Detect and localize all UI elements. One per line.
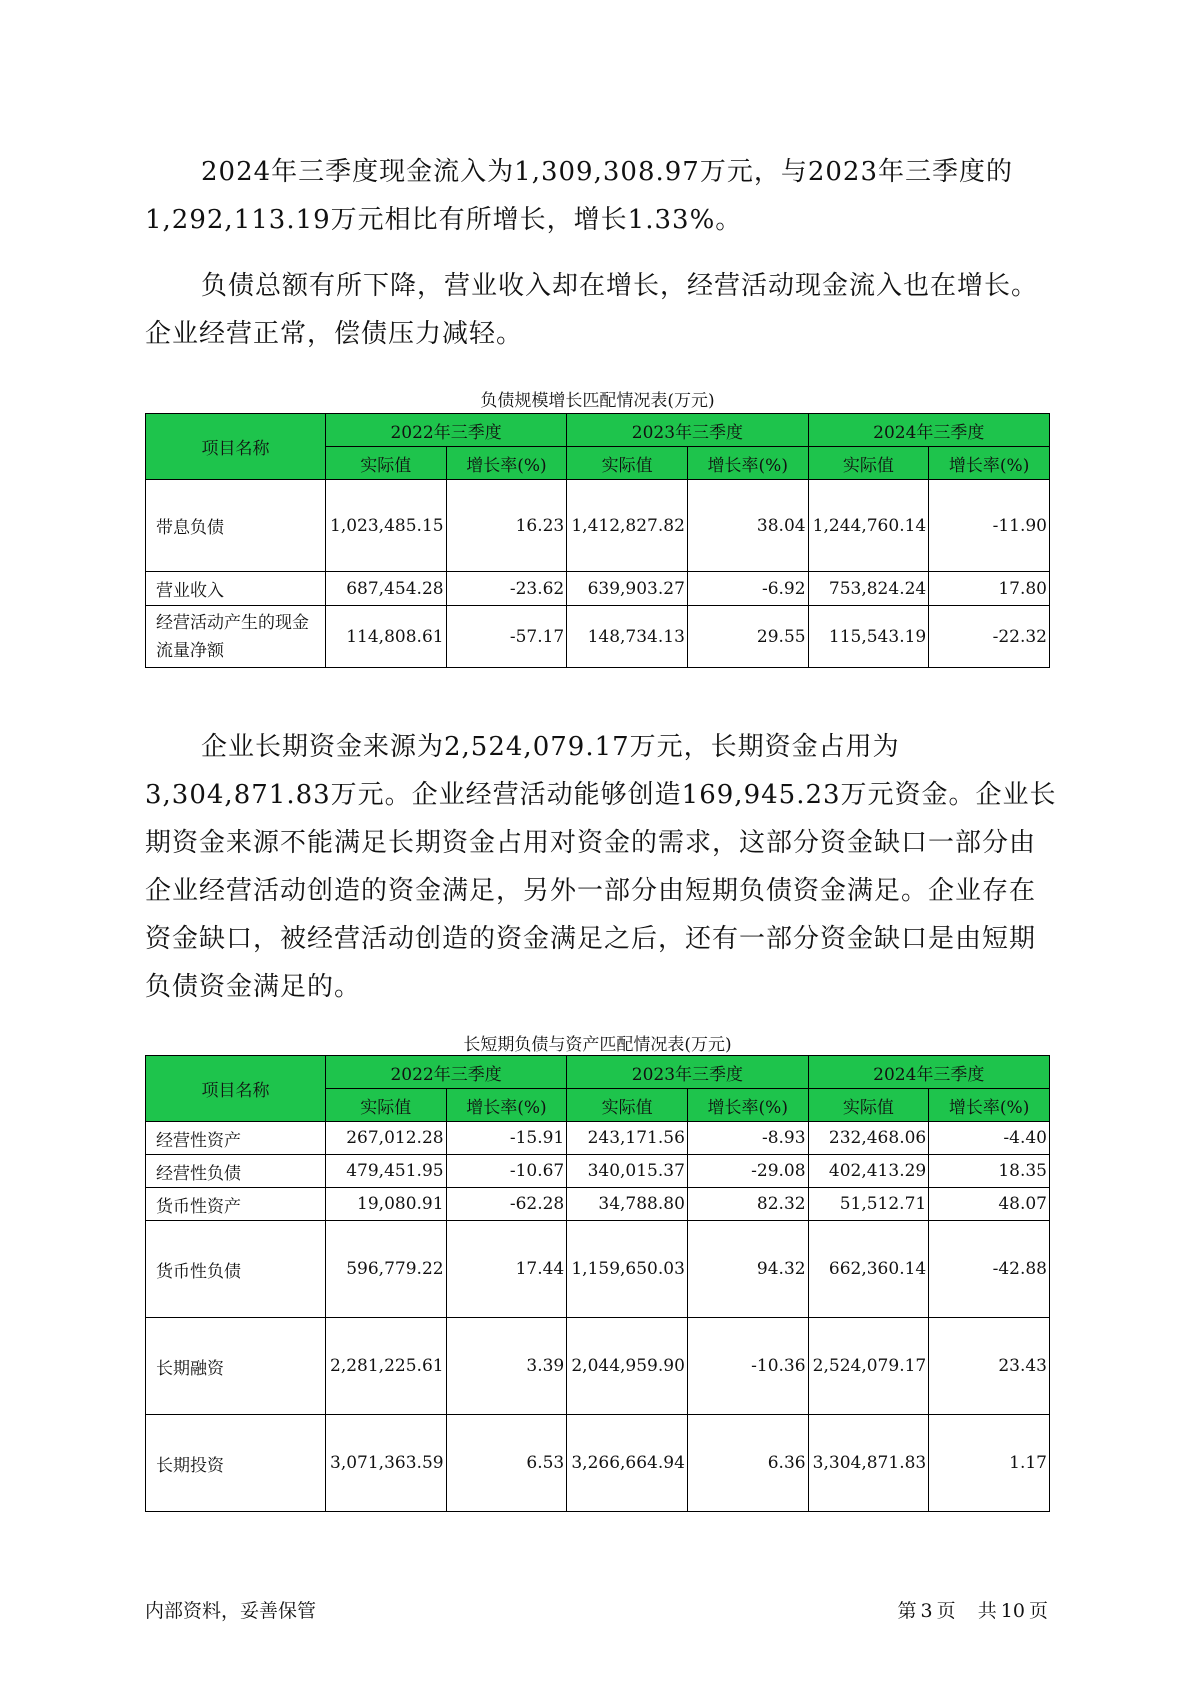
cell-value: 115,543.19 — [808, 606, 929, 668]
page-prefix: 第 — [897, 1600, 917, 1622]
table-row — [146, 1155, 1050, 1188]
cell-value: 267,012.28 — [325, 1122, 446, 1155]
row-label: 带息负债 — [146, 480, 326, 572]
cell-value: 148,734.13 — [567, 606, 688, 668]
header-actual: 实际值 — [808, 447, 929, 480]
table-row — [146, 1122, 1050, 1155]
table-row — [146, 1415, 1050, 1512]
cell-value: 687,454.28 — [325, 572, 446, 606]
cell-value: 3.39 — [446, 1318, 567, 1415]
row-label: 货币性负债 — [146, 1221, 326, 1318]
cell-value: 232,468.06 — [808, 1122, 929, 1155]
asset-liability-table — [145, 1055, 1050, 1512]
header-growth: 增长率(%) — [929, 447, 1050, 480]
cell-value: 1,023,485.15 — [325, 480, 446, 572]
header-growth: 增长率(%) — [929, 1089, 1050, 1122]
cell-value: 2,044,959.90 — [567, 1318, 688, 1415]
cell-value: 596,779.22 — [325, 1221, 446, 1318]
cell-value: 18.35 — [929, 1155, 1050, 1188]
header-growth: 增长率(%) — [446, 447, 567, 480]
cell-value: 29.55 — [687, 606, 808, 668]
footer-page-number — [896, 1596, 1050, 1623]
cell-value: -22.32 — [929, 606, 1050, 668]
row-label: 货币性资产 — [146, 1188, 326, 1221]
header-year-2024: 2024年三季度 — [808, 1056, 1049, 1089]
cell-value: 753,824.24 — [808, 572, 929, 606]
cell-value: -42.88 — [929, 1221, 1050, 1318]
cell-value: 243,171.56 — [567, 1122, 688, 1155]
cell-value: -10.67 — [446, 1155, 567, 1188]
cell-value: 3,266,664.94 — [567, 1415, 688, 1512]
cell-value: 38.04 — [687, 480, 808, 572]
total-pages: 10 — [1000, 1600, 1025, 1622]
row-label: 经营活动产生的现金流量净额 — [146, 606, 326, 668]
cell-value: 402,413.29 — [808, 1155, 929, 1188]
header-growth: 增长率(%) — [687, 447, 808, 480]
cell-value: -11.90 — [929, 480, 1050, 572]
cell-value: 1.17 — [929, 1415, 1050, 1512]
cell-value: 1,244,760.14 — [808, 480, 929, 572]
table2-caption: 长短期负债与资产匹配情况表(万元) — [463, 1035, 732, 1055]
cell-value: -4.40 — [929, 1122, 1050, 1155]
cell-value: -29.08 — [687, 1155, 808, 1188]
cell-value: 1,159,650.03 — [567, 1221, 688, 1318]
header-growth: 增长率(%) — [446, 1089, 567, 1122]
header-year-2022: 2022年三季度 — [325, 414, 566, 447]
header-actual: 实际值 — [567, 1089, 688, 1122]
row-label: 长期融资 — [146, 1318, 326, 1415]
table-row — [146, 1188, 1050, 1221]
row-label: 长期投资 — [146, 1415, 326, 1512]
header-actual: 实际值 — [808, 1089, 929, 1122]
table-row — [146, 572, 1050, 606]
row-label: 营业收入 — [146, 572, 326, 606]
cell-value: -15.91 — [446, 1122, 567, 1155]
cell-value: 3,304,871.83 — [808, 1415, 929, 1512]
header-actual: 实际值 — [325, 1089, 446, 1122]
header-item-name: 项目名称 — [146, 1056, 326, 1122]
cell-value: 2,524,079.17 — [808, 1318, 929, 1415]
footer-confidential-note: 内部资料，妥善保管 — [145, 1600, 317, 1622]
debt-scale-table — [145, 413, 1050, 668]
page-label: 页 — [936, 1600, 956, 1622]
header-item-name: 项目名称 — [146, 414, 326, 480]
total-prefix: 共 — [977, 1600, 997, 1622]
cell-value: 51,512.71 — [808, 1188, 929, 1221]
cell-value: -23.62 — [446, 572, 567, 606]
cell-value: 6.36 — [687, 1415, 808, 1512]
page-number: 3 — [920, 1600, 933, 1622]
header-year-2024: 2024年三季度 — [808, 414, 1049, 447]
cell-value: 17.44 — [446, 1221, 567, 1318]
row-label: 经营性资产 — [146, 1122, 326, 1155]
table-row — [146, 606, 1050, 668]
header-year-2022: 2022年三季度 — [325, 1056, 566, 1089]
paragraph-long-term-funds: 企业长期资金来源为2,524,079.17万元，长期资金占用为3,304,871.83万元。企业经营活动能够创造169,945.23万元资金。企业长期资金来源不能满足长期资金占用对资金的需求，这部分资金缺口一部分由企业经营活动创造的资金满足，另外一部分由短期负债资金满足。企业存在资金缺口，被经营活动创造的资金满足之后，还有一部分资金缺口是由短期负债资金满足的。 — [145, 732, 1057, 1002]
cell-value: -6.92 — [687, 572, 808, 606]
cell-value: -62.28 — [446, 1188, 567, 1221]
cell-value: 19,080.91 — [325, 1188, 446, 1221]
cell-value: 17.80 — [929, 572, 1050, 606]
cell-value: 3,071,363.59 — [325, 1415, 446, 1512]
table-row — [146, 480, 1050, 572]
header-year-2023: 2023年三季度 — [567, 1056, 808, 1089]
header-actual: 实际值 — [325, 447, 446, 480]
table-row — [146, 1318, 1050, 1415]
cell-value: 82.32 — [687, 1188, 808, 1221]
header-actual: 实际值 — [567, 447, 688, 480]
header-growth: 增长率(%) — [687, 1089, 808, 1122]
table1-caption: 负债规模增长匹配情况表(万元) — [480, 391, 715, 411]
row-label: 经营性负债 — [146, 1155, 326, 1188]
cell-value: 639,903.27 — [567, 572, 688, 606]
table-row — [146, 1221, 1050, 1318]
header-year-2023: 2023年三季度 — [567, 414, 808, 447]
cell-value: 479,451.95 — [325, 1155, 446, 1188]
cell-value: -8.93 — [687, 1122, 808, 1155]
cell-value: 662,360.14 — [808, 1221, 929, 1318]
cell-value: 48.07 — [929, 1188, 1050, 1221]
paragraph-debt-summary: 负债总额有所下降，营业收入却在增长，经营活动现金流入也在增长。企业经营正常，偿债压力减轻。 — [145, 271, 1039, 349]
cell-value: 114,808.61 — [325, 606, 446, 668]
cell-value: 23.43 — [929, 1318, 1050, 1415]
cell-value: 16.23 — [446, 480, 567, 572]
cell-value: 1,412,827.82 — [567, 480, 688, 572]
paragraph-cash-inflow: 2024年三季度现金流入为1,309,308.97万元，与2023年三季度的1,292,113.19万元相比有所增长，增长1.33%。 — [145, 157, 1014, 235]
cell-value: -10.36 — [687, 1318, 808, 1415]
cell-value: -57.17 — [446, 606, 567, 668]
total-label: 页 — [1028, 1600, 1048, 1622]
cell-value: 2,281,225.61 — [325, 1318, 446, 1415]
cell-value: 340,015.37 — [567, 1155, 688, 1188]
cell-value: 34,788.80 — [567, 1188, 688, 1221]
cell-value: 94.32 — [687, 1221, 808, 1318]
cell-value: 6.53 — [446, 1415, 567, 1512]
